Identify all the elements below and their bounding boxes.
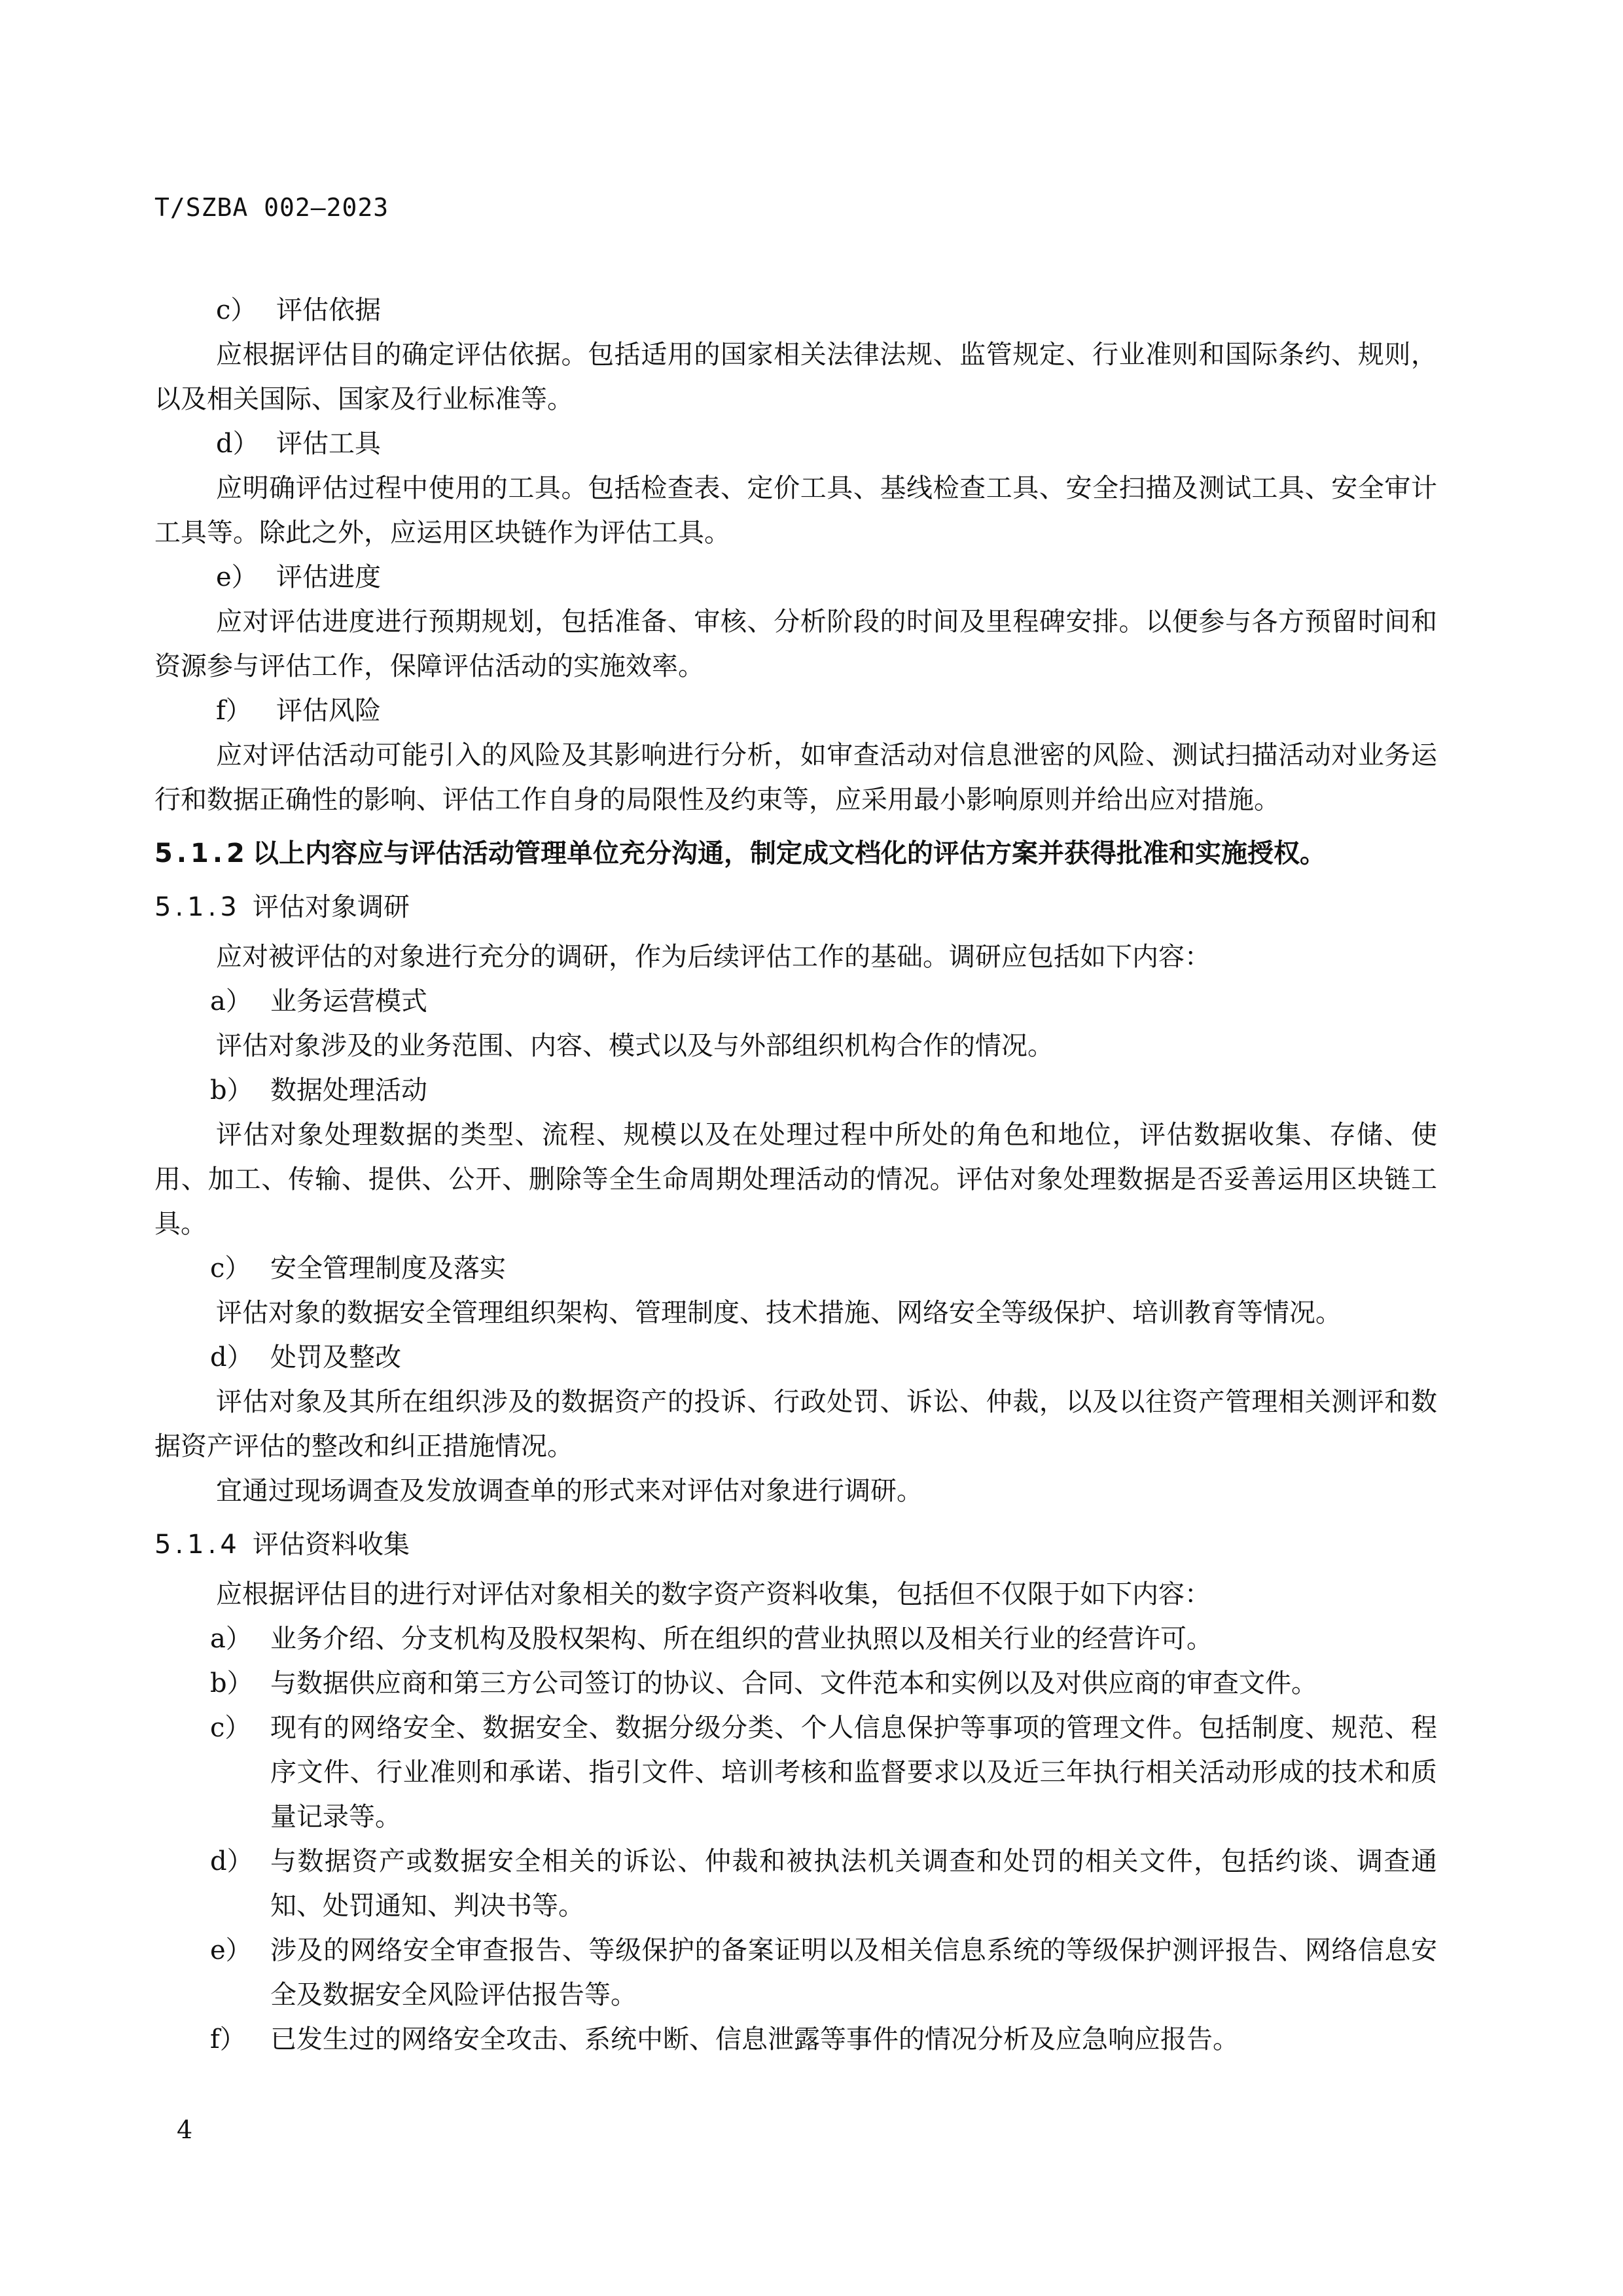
list-item — [154, 1928, 1437, 2017]
subitem-e-title — [154, 555, 1437, 600]
clause-5-1-3-heading — [154, 885, 1437, 929]
page-number: 4 — [177, 2115, 193, 2144]
list-item — [154, 1661, 1437, 1706]
paragraph-513-d: 评估对象及其所在组织涉及的数据资产的投诉、行政处罚、诉讼、仲裁，以及以往资产管理相关测评和数据资产评估的整改和纠正措施情况。 — [154, 1387, 1437, 1462]
list-item — [154, 2017, 1437, 2062]
clause-number: 5.1.3 — [154, 892, 241, 922]
list-item-text: 已发生过的网络安全攻击、系统中断、信息泄露等事件的情况分析及应急响应报告。 — [270, 2024, 1239, 2054]
subitem-label: e） — [216, 562, 258, 592]
clause-5-1-2 — [154, 831, 1437, 876]
subitem-text: 处罚及整改 — [270, 1342, 401, 1372]
subitem-d-title — [154, 422, 1437, 466]
list-item-label: d） — [210, 1846, 253, 1876]
paragraph-e: 应对评估进度进行预期规划，包括准备、审核、分析阶段的时间及里程碑安排。以便参与各方预留时间和资源参与评估工作，保障评估活动的实施效率。 — [154, 607, 1437, 681]
subitem-label: b） — [210, 1075, 253, 1105]
clause-number: 5.1.2 — [154, 838, 249, 869]
paragraph-f: 应对评估活动可能引入的风险及其影响进行分析，如审查活动对信息泄密的风险、测试扫描活动对业务运行和数据正确性的影响、评估工作自身的局限性及约束等，应采用最小影响原则并给出应对措施。 — [154, 740, 1437, 815]
subitem-label: f） — [216, 696, 252, 726]
subitem-c-title — [154, 288, 1437, 332]
paragraph-513-c: 评估对象的数据安全管理组织架构、管理制度、技术措施、网络安全等级保护、培训教育等情况。 — [216, 1298, 1342, 1328]
subitem-text: 评估工具 — [276, 429, 381, 459]
clause-title: 评估资料收集 — [253, 1530, 410, 1560]
subitem-513-c-title — [154, 1246, 1437, 1291]
subitem-513-d-title — [154, 1335, 1437, 1380]
paragraph-513-a: 评估对象涉及的业务范围、内容、模式以及与外部组织机构合作的情况。 — [216, 1031, 1054, 1061]
list-item-text: 涉及的网络安全审查报告、等级保护的备案证明以及相关信息系统的等级保护测评报告、网络信息安全及数据安全风险评估报告等。 — [270, 1935, 1437, 2010]
subitem-f-title — [154, 689, 1437, 733]
subitem-label: d） — [216, 429, 259, 459]
list-item-text: 与数据资产或数据安全相关的诉讼、仲裁和被执法机关调查和处罚的相关文件，包括约谈、调查通知、处罚通知、判决书等。 — [270, 1846, 1437, 1921]
paragraph-d: 应明确评估过程中使用的工具。包括检查表、定价工具、基线检查工具、安全扫描及测试工具、安全审计工具等。除此之外，应运用区块链作为评估工具。 — [154, 473, 1437, 548]
subitem-text: 业务运营模式 — [270, 986, 427, 1016]
clause-title: 评估对象调研 — [253, 892, 410, 922]
list-item-label: c） — [210, 1713, 251, 1743]
page-content — [154, 288, 1437, 2062]
subitem-text: 数据处理活动 — [270, 1075, 427, 1105]
subitem-text: 评估进度 — [276, 562, 381, 592]
list-item — [154, 1617, 1437, 1661]
subitem-label: d） — [210, 1342, 253, 1372]
subitem-text: 评估风险 — [276, 696, 381, 726]
list-item-label: b） — [210, 1668, 253, 1698]
clause-number: 5.1.4 — [154, 1530, 241, 1560]
list-item-label: e） — [210, 1935, 252, 1965]
subitem-text: 评估依据 — [276, 295, 381, 325]
subitem-text: 安全管理制度及落实 — [270, 1253, 506, 1283]
list-item-label: f） — [210, 2024, 246, 2054]
list-item-label: a） — [210, 1624, 252, 1654]
paragraph-c: 应根据评估目的确定评估依据。包括适用的国家相关法律法规、监管规定、行业准则和国际条约、规则，以及相关国际、国家及行业标准等。 — [154, 340, 1437, 414]
clause-text: 以上内容应与评估活动管理单位充分沟通，制定成文档化的评估方案并获得批准和实施授权。 — [253, 838, 1326, 869]
subitem-513-b-title — [154, 1068, 1437, 1113]
list-item-text: 业务介绍、分支机构及股权架构、所在组织的营业执照以及相关行业的经营许可。 — [270, 1624, 1213, 1654]
paragraph-514-intro: 应根据评估目的进行对评估对象相关的数字资产资料收集，包括但不仅限于如下内容： — [216, 1579, 1211, 1609]
list-item-text: 现有的网络安全、数据安全、数据分级分类、个人信息保护等事项的管理文件。包括制度、规范、程序文件、行业准则和承诺、指引文件、培训考核和监督要求以及近三年执行相关活动形成的技术和质量记录等。 — [270, 1713, 1437, 1832]
list-item — [154, 1706, 1437, 1839]
paragraph-513-closing: 宜通过现场调查及发放调查单的形式来对评估对象进行调研。 — [216, 1476, 923, 1506]
subitem-label: c） — [216, 295, 257, 325]
subitem-label: c） — [210, 1253, 251, 1283]
document-code: T/SZBA 002—2023 — [154, 193, 389, 222]
paragraph-513-intro: 应对被评估的对象进行充分的调研，作为后续评估工作的基础。调研应包括如下内容： — [216, 942, 1211, 972]
subitem-label: a） — [210, 986, 252, 1016]
paragraph-513-b: 评估对象处理数据的类型、流程、规模以及在处理过程中所处的角色和地位，评估数据收集、存储、使用、加工、传输、提供、公开、删除等全生命周期处理活动的情况。评估对象处理数据是否妥善运用区块链工具。 — [154, 1120, 1437, 1239]
list-item — [154, 1839, 1437, 1928]
subitem-513-a-title — [154, 979, 1437, 1024]
list-item-text: 与数据供应商和第三方公司签订的协议、合同、文件范本和实例以及对供应商的审查文件。 — [270, 1668, 1317, 1698]
clause-5-1-4-heading — [154, 1522, 1437, 1567]
